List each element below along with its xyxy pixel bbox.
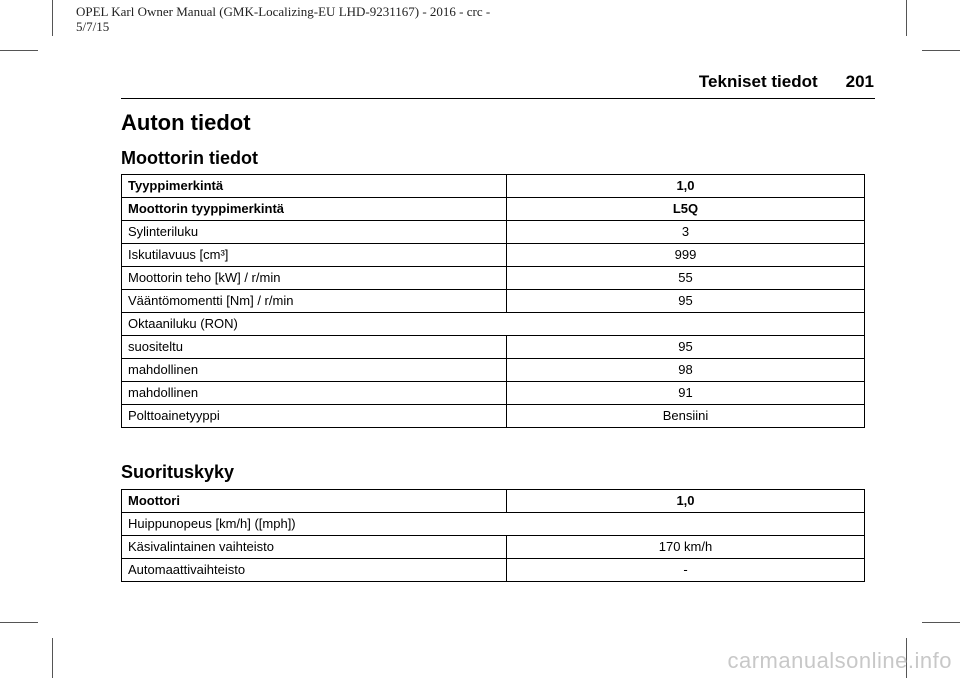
- crop-mark: [0, 622, 38, 623]
- page-title: Auton tiedot: [121, 110, 251, 135]
- row-label: Käsivalintainen vaihteisto: [122, 536, 507, 559]
- row-label: Moottori: [122, 490, 507, 513]
- row-value: 55: [507, 267, 865, 290]
- crop-mark: [0, 50, 38, 51]
- row-value: 1,0: [507, 175, 865, 198]
- row-value: 999: [507, 244, 865, 267]
- row-label: Moottorin teho [kW] / r/min: [122, 267, 507, 290]
- table-row: [122, 313, 865, 336]
- row-label: Iskutilavuus [cm³]: [122, 244, 507, 267]
- table-row: [122, 536, 865, 559]
- section-heading-performance: Suorituskyky: [121, 462, 235, 482]
- row-label: Moottorin tyyppimerkintä: [122, 198, 507, 221]
- performance-table: [121, 489, 865, 582]
- table-row: [122, 221, 865, 244]
- table-row: [122, 405, 865, 428]
- row-label: mahdollinen: [122, 359, 507, 382]
- page-number: 201: [845, 72, 874, 91]
- row-label: Oktaaniluku (RON): [122, 313, 865, 336]
- crop-mark: [52, 638, 53, 678]
- row-label: Vääntömomentti [Nm] / r/min: [122, 290, 507, 313]
- table-row: [122, 513, 865, 536]
- crop-mark: [906, 0, 907, 36]
- header-meta: OPEL Karl Owner Manual (GMK-Localizing-EU LHD-9231167) - 2016 - crc - 5/7/15: [76, 4, 491, 34]
- row-value: 1,0: [507, 490, 865, 513]
- row-value: -: [507, 559, 865, 582]
- table-row: [122, 290, 865, 313]
- table-row: [122, 244, 865, 267]
- row-value: L5Q: [507, 198, 865, 221]
- header-rule: [121, 98, 875, 99]
- crop-mark: [922, 50, 960, 51]
- table-row: [122, 267, 865, 290]
- table-row: [122, 490, 865, 513]
- row-label: Automaattivaihteisto: [122, 559, 507, 582]
- row-label: Tyyppimerkintä: [122, 175, 507, 198]
- table-row: [122, 559, 865, 582]
- table-row: [122, 336, 865, 359]
- row-value: 3: [507, 221, 865, 244]
- crop-mark: [922, 622, 960, 623]
- row-value: Bensiini: [507, 405, 865, 428]
- row-label: Polttoainetyyppi: [122, 405, 507, 428]
- table-row: [122, 359, 865, 382]
- section-heading-engine: Moottorin tiedot: [121, 148, 258, 168]
- table-row: [122, 175, 865, 198]
- running-head: [699, 72, 874, 92]
- row-label: mahdollinen: [122, 382, 507, 405]
- row-value: 91: [507, 382, 865, 405]
- row-label: suositeltu: [122, 336, 507, 359]
- engine-data-table: [121, 174, 865, 428]
- row-value: 170 km/h: [507, 536, 865, 559]
- row-value: 98: [507, 359, 865, 382]
- row-value: 95: [507, 336, 865, 359]
- running-head-title: Tekniset tiedot: [698, 72, 818, 91]
- row-label: Sylinteriluku: [122, 221, 507, 244]
- row-value: 95: [507, 290, 865, 313]
- watermark: carmanualsonline.info: [727, 648, 952, 673]
- crop-mark: [52, 0, 53, 36]
- table-row: [122, 198, 865, 221]
- table-row: [122, 382, 865, 405]
- row-label: Huippunopeus [km/h] ([mph]): [122, 513, 865, 536]
